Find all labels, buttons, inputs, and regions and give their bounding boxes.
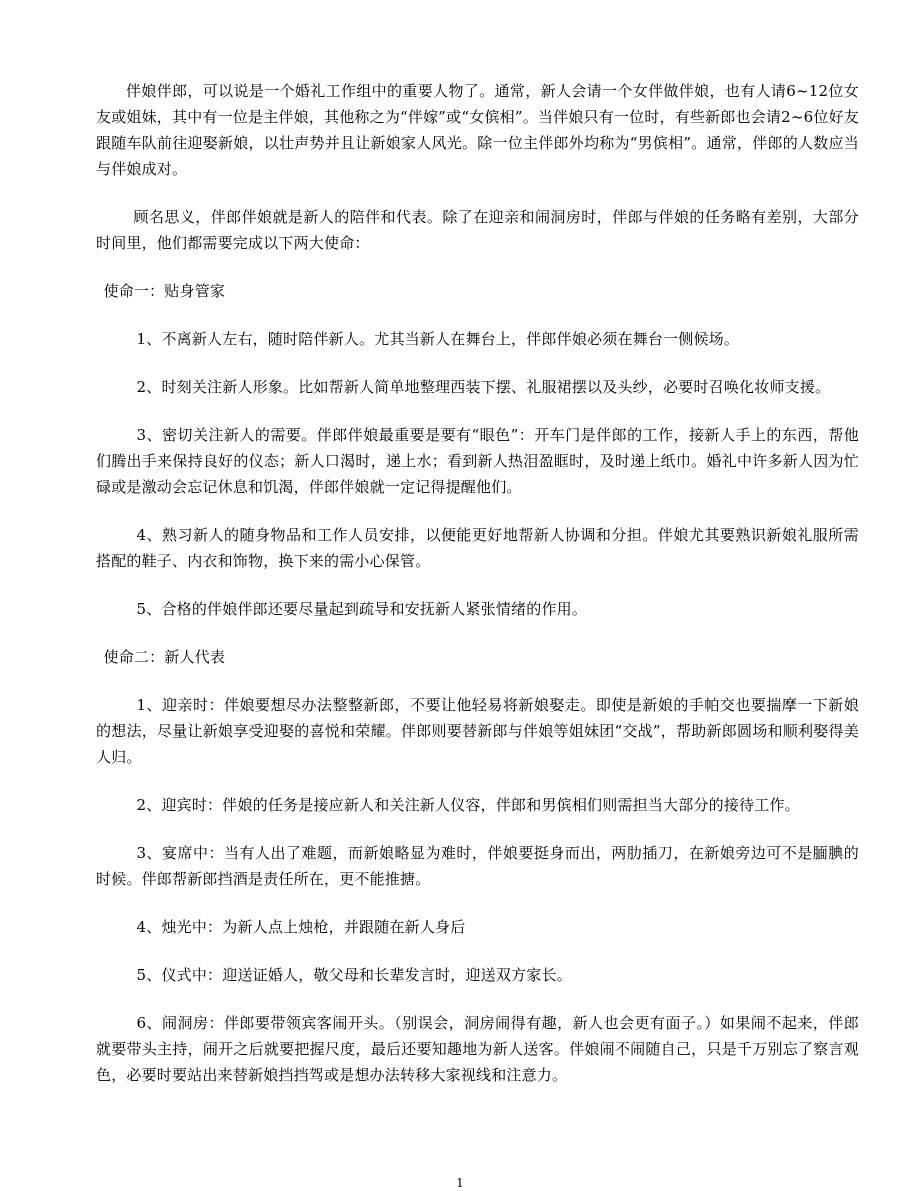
- intro-paragraph: 伴娘伴郎，可以说是一个婚礼工作组中的重要人物了。通常，新人会请一个女伴做伴娘，也有人请6~12位女友或姐妹，其中有一位是主伴娘，其他称之为“伴嫁”或“女傧相”。当伴娘只有一位时，有些新郎也会请2~6位好友跟随车队前往迎娶新娘，以壮声势并且让新娘家人风光。除一位主伴郎外均称为“男傧相”。通常，伴郎的人数应当与伴娘成对。: [96, 82, 859, 178]
- mission-two-item-5: 5、仪式中：迎送证婚人，敬父母和长辈发言时，迎送双方家长。: [136, 966, 572, 984]
- mission-one-item-2: 2、时刻关注新人形象。比如帮新人简单地整理西装下摆、礼服裙摆以及头纱，必要时召唤化妆师支援。: [136, 378, 831, 396]
- mission-one-item-1: 1、不离新人左右，随时陪伴新人。尤其当新人在舞台上，伴郎伴娘必须在舞台一侧候场。: [136, 330, 740, 348]
- mission-one-item-4: 4、熟习新人的随身物品和工作人员安排，以便能更好地帮新人协调和分担。伴娘尤其要熟识新娘礼服所需搭配的鞋子、内衣和饰物，换下来的需小心保管。: [96, 526, 859, 570]
- section-heading-mission-one: 使命一：贴身管家: [103, 282, 226, 300]
- mission-two-item-2: 2、迎宾时：伴娘的任务是接应新人和关注新人仪容，伴郎和男傧相们则需担当大部分的接待工作。: [136, 796, 800, 814]
- page-number: 1: [456, 1176, 464, 1190]
- mission-two-item-3: 3、宴席中：当有人出了难题，而新娘略显为难时，伴娘要挺身而出，两肋插刀，在新娘旁边可不是腼腆的时候。伴郎帮新郎挡酒是责任所在，更不能推搪。: [96, 844, 859, 888]
- section-heading-mission-two: 使命二：新人代表: [103, 648, 226, 666]
- mission-two-item-4: 4、烛光中：为新人点上烛枪，并跟随在新人身后: [136, 918, 466, 936]
- mission-two-item-6: 6、闹洞房：伴郎要带领宾客闹开头。（别误会，洞房闹得有趣，新人也会更有面子。）如果闹不起来，伴郎就要带头主持，闹开之后就要把握尺度，最后还要知趣地为新人送客。伴娘闹不闹随自己，只是千万别忘了察言观色，必要时要站出来替新娘挡挡驾或是想办法转移大家视线和注意力。: [96, 1014, 859, 1084]
- document-body: [96, 78, 859, 1110]
- overview-paragraph: 顾名思义，伴郎伴娘就是新人的陪伴和代表。除了在迎亲和闹洞房时，伴郎与伴娘的任务略有差别，大部分时间里，他们都需要完成以下两大使命：: [96, 208, 859, 252]
- mission-one-item-3: 3、密切关注新人的需要。伴郎伴娘最重要是要有“眼色”：开车门是伴郎的工作，接新人手上的东西，帮他们腾出手来保持良好的仪态；新人口渴时，递上水；看到新人热泪盈眶时，及时递上纸巾。婚礼中许多新人因为忙碌或是激动会忘记休息和饥渴，伴郎伴娘就一定记得提醒他们。: [96, 426, 859, 496]
- mission-two-item-1: 1、迎亲时：伴娘要想尽办法整整新郎，不要让他轻易将新娘娶走。即使是新娘的手帕交也要揣摩一下新娘的想法，尽量让新娘享受迎娶的喜悦和荣耀。伴郎则要替新郎与伴娘等姐妹团“交战”，帮助新郎圆场和顺利娶得美人归。: [96, 696, 859, 766]
- mission-one-item-5: 5、合格的伴娘伴郎还要尽量起到疏导和安抚新人紧张情绪的作用。: [136, 600, 588, 618]
